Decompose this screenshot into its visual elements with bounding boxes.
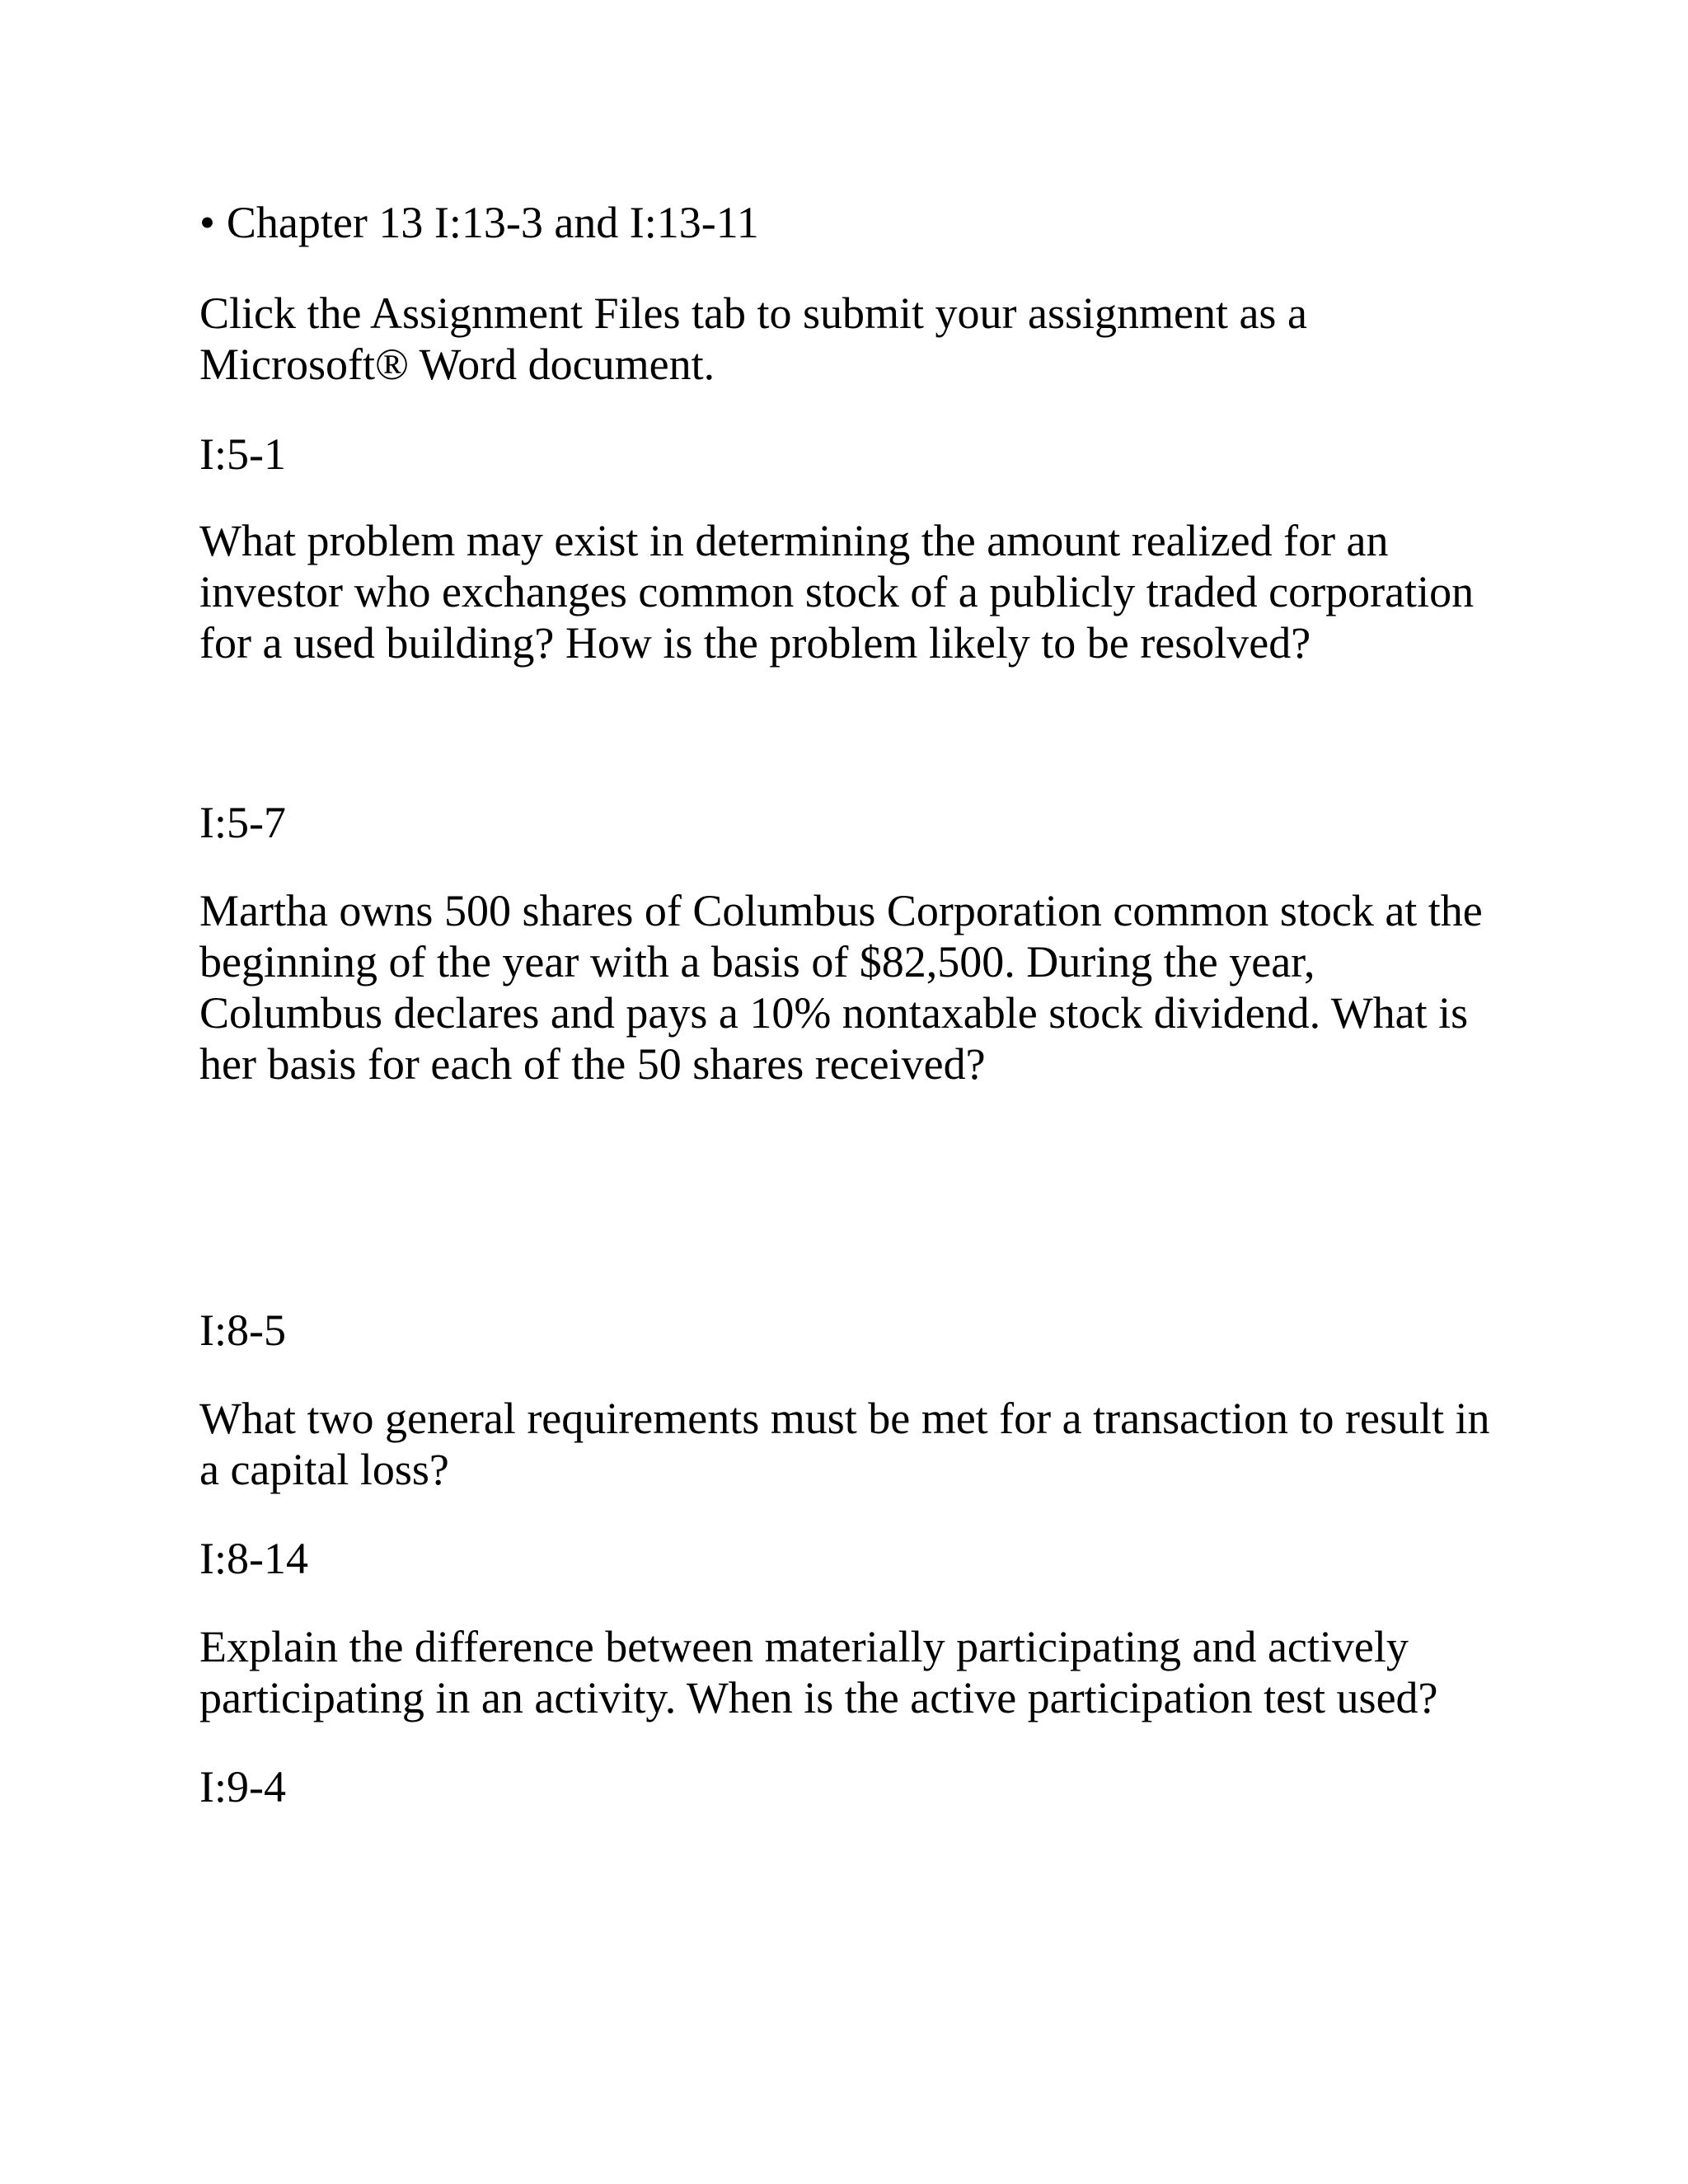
bullet-icon: • <box>199 198 215 247</box>
instruction-line: Microsoft® Word document. <box>199 340 715 389</box>
question-id: I:8-14 <box>199 1534 308 1583</box>
question-line: What problem may exist in determining the amount realized for an <box>199 516 1389 565</box>
question-line: a capital loss? <box>199 1445 449 1494</box>
question-text <box>199 1621 1518 1723</box>
question-id: I:9-4 <box>199 1762 286 1811</box>
question-line: Martha owns 500 shares of Columbus Corporation common stock at the <box>199 886 1483 935</box>
question-id: I:5-1 <box>199 429 286 479</box>
instruction-line: Click the Assignment Files tab to submit your assignment as a <box>199 288 1307 338</box>
question-text <box>199 1393 1518 1495</box>
question-line: Columbus declares and pays a 10% nontaxable stock dividend. What is <box>199 988 1469 1038</box>
question-line: her basis for each of the 50 shares received? <box>199 1039 986 1089</box>
question-line: What two general requirements must be met for a transaction to result in <box>199 1394 1490 1443</box>
question-text <box>199 515 1518 668</box>
instruction-paragraph <box>199 288 1518 390</box>
question-line: for a used building? How is the problem likely to be resolved? <box>199 618 1311 668</box>
question-line: investor who exchanges common stock of a publicly traded corporation <box>199 567 1475 616</box>
question-text <box>199 885 1518 1090</box>
chapter-heading-text: Chapter 13 I:13-3 and I:13-11 <box>226 198 759 247</box>
question-line: Explain the difference between materially participating and actively <box>199 1622 1409 1671</box>
question-id: I:5-7 <box>199 798 286 847</box>
question-line: participating in an activity. When is the active participation test used? <box>199 1673 1438 1722</box>
question-id: I:8-5 <box>199 1305 286 1355</box>
question-line: beginning of the year with a basis of $82,500. During the year, <box>199 937 1315 987</box>
chapter-heading <box>199 197 1518 248</box>
